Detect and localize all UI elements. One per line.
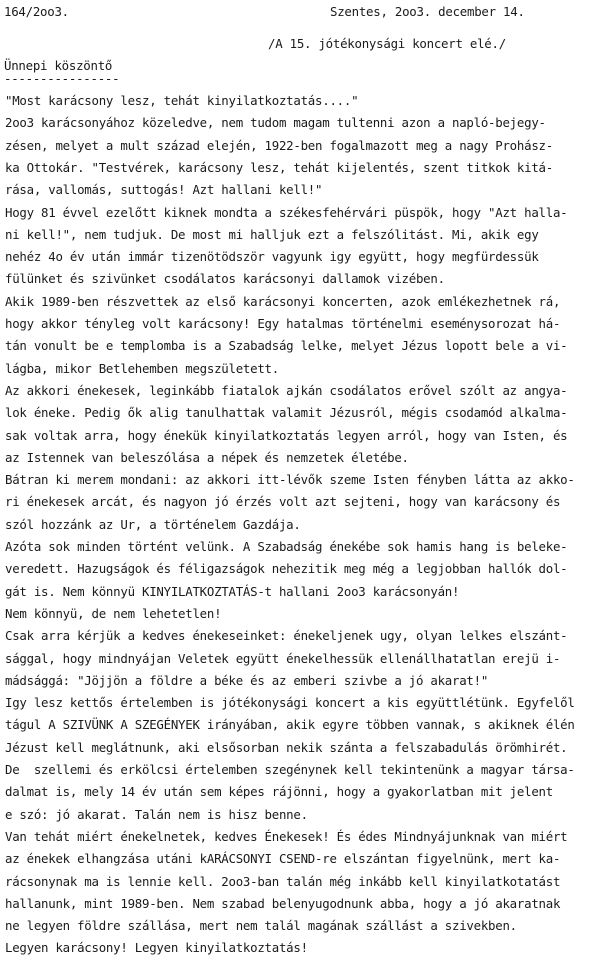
text-line: Az akkori énekesek, leginkább fiatalok ajkán csodálatos erővel szólt az angya-	[5, 382, 568, 398]
document-title: Ünnepi köszöntő	[4, 58, 113, 73]
text-line: hallanunk, mint 1989-ben. Nem szabad belenyugodnunk abba, hogy a jó akaratnak	[5, 895, 561, 911]
text-line: zésen, melyet a mult század elején, 1922-ben fogalmazott meg a nagy Prohász-	[5, 137, 553, 153]
text-line: "Most karácsony lesz, tehát kinyilatkoztatás...."	[5, 93, 359, 108]
text-line: tán vonult be e templomba is a Szabadság lelke, melyet Jézus lopott bele a vi-	[5, 338, 568, 354]
text-line: rácsonynak ma is lennie kell. 2oo3-ban talán még inkább kell kinyilatkotatást	[5, 873, 561, 889]
reference-number: 164/2oo3.	[4, 4, 69, 19]
text-line: hogy akkor tényleg volt karácsony! Egy hatalmas történelmi eseménysorozat há-	[5, 316, 561, 331]
text-line: mádsággá: "Jöjjön a földre a béke és az emberi szivbe a jó akarat!"	[5, 672, 489, 688]
text-line: ka Ottokár. "Testvérek, karácsony lesz, tehát kijelentés, szent titkok kitá-	[5, 159, 553, 175]
text-line: ri énekesek arcát, és nagyon jó érzés volt azt sejteni, hogy van karácsony és	[5, 494, 561, 510]
text-line: nehéz 4o év után immár tizenötödször vagyunk igy együtt, hogy megfürdessük	[5, 249, 539, 265]
text-line: gát is. Nem könnyü KINYILATKOZTATÁS-t hallani 2oo3 karácsonyán!	[5, 583, 460, 599]
text-line: az énekek elhangzása utáni kARÁCSONYI CSEND-re elszántan figyelnünk, mert ka-	[5, 851, 561, 867]
occasion-subtitle: /A 15. jótékonysági koncert elé./	[268, 36, 506, 51]
text-line: sággal, hogy mindnyájan Veletek együtt énekelhessük ellenállhatatlan erejü i-	[5, 650, 561, 666]
text-line: tágul A SZIVÜNK A SZEGÉNYEK irányában, akik egyre többen vannak, s akiknek élén	[5, 717, 575, 733]
text-line: Jézust kell meglátnunk, aki elsősorban nekik szánta a felszabadulás örömhirét.	[5, 739, 568, 755]
text-line: 2oo3 karácsonyához közeledve, nem tudom magam tultenni azon a napló-bejegy-	[5, 115, 546, 131]
text-line: fülünket és szivünket csodálatos karácsonyi dallamok vizében.	[5, 271, 445, 287]
text-line: Azóta sok minden történt velünk. A Szabadság énekébe sok hamis hang is beleke-	[5, 539, 568, 554]
text-line: e szó: jó akarat. Talán nem is hisz benne.	[5, 806, 308, 822]
text-line: sak voltak arra, hogy énekük kinyilatkoztatás legyen arról, hogy van Isten, és	[5, 427, 568, 443]
text-line: Legyen karácsony! Legyen kinyilatkoztatás!	[5, 940, 308, 956]
text-line: Van tehát miért énekelnetek, kedves Énekesek! És édes Mindnyájunknak van miért	[5, 828, 568, 844]
text-line: Hogy 81 évvel ezelőtt kiknek mondta a székesfehérvári püspök, hogy "Azt halla-	[5, 204, 568, 220]
text-line: Csak arra kérjük a kedves énekeseinket: énekeljenek ugy, olyan lelkes elszánt-	[5, 628, 568, 644]
text-line: veredett. Hazugságok és féligazságok nehezitik meg még a legjobban hallók dol-	[5, 561, 568, 577]
text-line: Akik 1989-ben részvettek az első karácsonyi koncerten, azok emlékezhetnek rá,	[5, 293, 561, 309]
text-line: De szellemi és erkölcsi értelemben szegénynek kell tekintenünk a magyar társa-	[5, 762, 575, 777]
text-line: szól hozzánk az Ur, a történelem Gazdája.	[5, 516, 301, 532]
place-and-date: Szentes, 2oo3. december 14.	[330, 4, 525, 19]
text-line: ni kell!", nem tudjuk. De most mi halljuk ezt a felszólitást. Mi, akik egy	[5, 226, 539, 242]
text-line: ne legyen földre szállása, mert nem talál magának szállást a szivekben.	[5, 918, 517, 934]
text-line: Bátran ki merem mondani: az akkori itt-lévők szeme Isten fényben látta az akko-	[5, 472, 575, 488]
text-line: lok éneke. Pedig ők alig tanulhattak valamit Jézusról, mégis csodamód alkalma-	[5, 405, 568, 421]
text-line: dalmat is, mely 14 év után sem képes rájönni, hogy a gyakorlatban mit jelent	[5, 784, 553, 800]
text-line: Igy lesz kettős értelemben is jótékonysági koncert a kis együttlétünk. Egyfelől	[5, 695, 575, 711]
text-line: az Istennek van beleszólása a népek és nemzetek életébe.	[5, 449, 409, 465]
text-line: Nem könnyü, de nem lehetetlen!	[5, 605, 222, 621]
title-underline: ----------------	[4, 71, 120, 86]
text-line: lágba, mikor Betlehemben megszületett.	[5, 360, 279, 376]
text-line: rása, vallomás, suttogás! Azt hallani kell!"	[5, 182, 323, 198]
